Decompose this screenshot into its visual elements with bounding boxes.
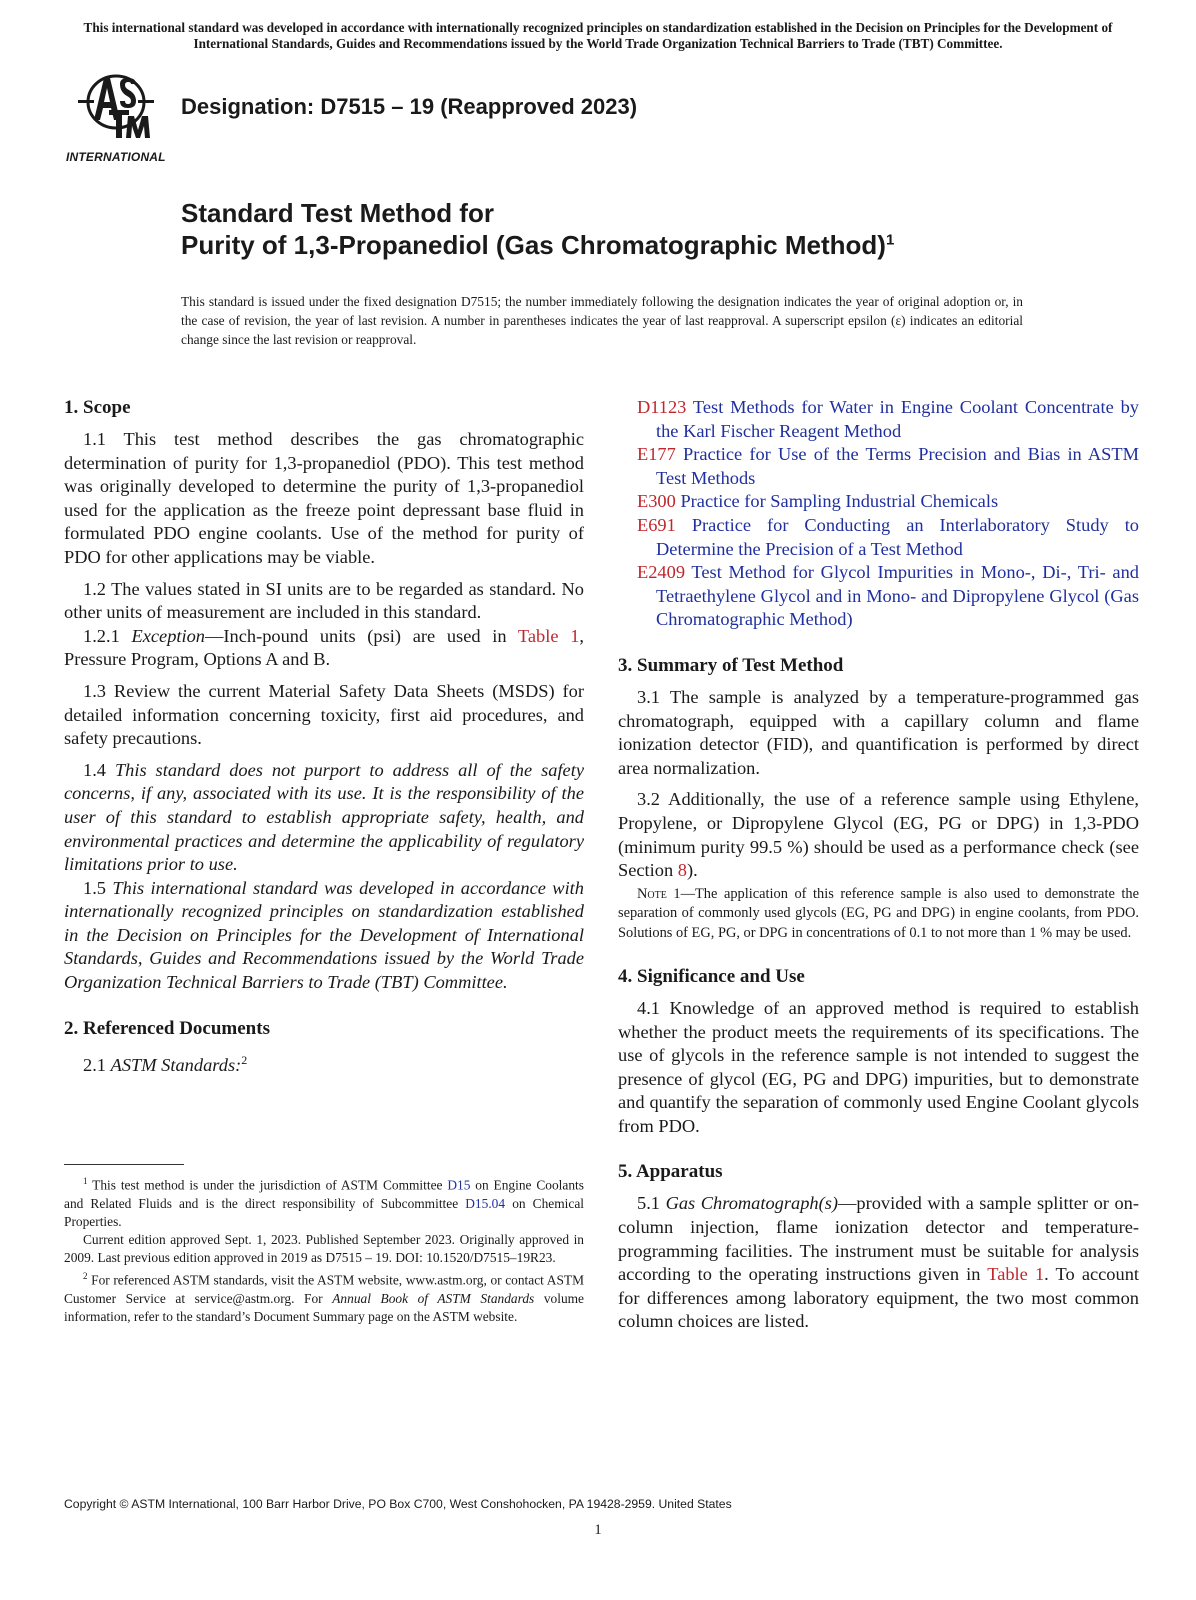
footnote-2: $^2$ For referenced ASTM standards, visit the ASTM website, www.astm.org, or contact ASTM Customer Service at service@astm.org. For Annual Book of ASTM Standards volume information, refer to the standard’s Document Summary page on the ASTM website.	[64, 1271, 584, 1325]
astm-logo	[64, 70, 168, 166]
section-5-heading: 5. Apparatus	[618, 1161, 723, 1183]
ref-item	[637, 561, 1139, 632]
designation: Designation: D7515 – 19 (Reapproved 2023)	[181, 94, 638, 119]
footnote-1: $^1$ This test method is under the jurisdiction of ASTM Committee D15 on Engine Coolants and Related Fluids and is the direct responsibility of Subcommittee D15.04 on Chemical Properties.	[64, 1176, 584, 1229]
section-1-heading: 1. Scope	[64, 397, 131, 418]
para-3-1: 3.1 The sample is analyzed by a temperature-programmed gas chromatograph, equipped with a capillary column and flame ionization detector (FID), and quantification is performed by direct area normalization.	[618, 686, 1139, 778]
ref-code-link[interactable]: E300	[637, 491, 676, 512]
ref-code-link[interactable]: E691	[637, 514, 676, 535]
title-line-1: Standard Test Method for	[181, 198, 494, 228]
title-footnote-marker: 1	[885, 231, 895, 249]
referenced-standards-list	[618, 396, 1139, 632]
ref-title-link[interactable]: Practice for Sampling Industrial Chemicals	[680, 491, 999, 512]
note-1: Note 1—The application of this reference sample is also used to demonstrate the separation of commonly used glycols (EG, PG and DPG) in engine coolants, from PDO. Solutions of EG, PG, or DPG in concentrations of 0.1 to not more than 1 % may be used.	[618, 885, 1139, 941]
ref-title-link[interactable]: Practice for Use of the Terms Precision and Bias in ASTM Test Methods	[656, 444, 1139, 488]
left-column	[64, 396, 584, 1077]
table-1-link[interactable]: Table 1	[517, 625, 580, 646]
section-4-heading: 4. Significance and Use	[618, 965, 805, 987]
ref-item	[637, 443, 1139, 490]
title-line-2: Purity of 1,3-Propanediol (Gas Chromatographic Method)$^1$	[181, 230, 895, 260]
page-number: 1	[594, 1522, 602, 1538]
para-1-5: 1.5 This international standard was developed in accordance with internationally recognized principles on standardization established in the Decision on Principles for the Development of International Standards, Guides and Recommendations issued by the World Trade Organization Technical Barriers to Trade (TBT) Committee.	[64, 877, 584, 993]
section-8-link[interactable]: 8	[677, 860, 687, 881]
ref-title-link[interactable]: Practice for Conducting an Interlaboratory Study to Determine the Precision of a Test Method	[656, 514, 1139, 559]
ref-code-link[interactable]: D1123	[637, 397, 687, 417]
ref-item	[637, 396, 1139, 443]
ref-code-link[interactable]: E177	[637, 444, 676, 465]
para-1-1: 1.1 This test method describes the gas chromatographic determination of purity for 1,3-propanediol (PDO). This test method was originally developed to determine the purity of 1,3-propanediol used for the application as the freeze point depressant base fluid in formulated PDO engine coolants. Use of the method for purity of PDO for other applications may be viable.	[64, 429, 584, 567]
ref-item	[637, 490, 1139, 514]
para-2-1: 2.1 ASTM Standards:$^2$	[83, 1052, 248, 1075]
footnotes	[64, 1172, 584, 1327]
right-column	[618, 396, 1139, 1334]
issued-under-statement: This standard is issued under the fixed designation D7515; the number immediately following the designation indicates the year of original adoption or, in the case of revision, the year of last revision. A number in parentheses indicates the year of last reapproval. A superscript epsilon (ε) indicates an editorial change since the last revision or reapproval.	[181, 294, 1023, 347]
para-4-1: 4.1 Knowledge of an approved method is required to establish whether the product meets the requirements of its specifications. The use of glycols in the reference sample is not intended to suggest the presence of glycol (EG, PG and DPG) impurities, but to demonstrate and quantify the separation of commonly used Engine Coolant glycols from PDO.	[618, 997, 1139, 1136]
para-3-2: 3.2 Additionally, the use of a reference sample using Ethylene, Propylene, or Dipropylene Glycol (EG, PG or DPG) in 1,3-PDO (minimum purity 99.5 %) should be used as a performance check (see Section 8).	[618, 789, 1139, 881]
ref-code-link[interactable]: E2409	[637, 562, 686, 583]
table-1-link[interactable]: Table 1	[987, 1264, 1045, 1285]
footnote-rule	[64, 1164, 184, 1165]
section-3-heading: 3. Summary of Test Method	[618, 654, 844, 676]
footnote-edition: Current edition approved Sept. 1, 2023. Published September 2023. Originally approved in 2009. Last previous edition approved in 2019 as D7515 – 19. DOI: 10.1520/D7515–19R23.	[64, 1232, 584, 1266]
para-1-2-1: 1.2.1 Exception—Inch-pound units (psi) are used in Table 1, Pressure Program, Options A and B.	[64, 625, 584, 670]
ref-title-link[interactable]: Test Method for Glycol Impurities in Mono-, Di-, Tri- and Tetraethylene Glycol and in Mono- and Dipropylene Glycol (Gas Chromatographic Method)	[656, 562, 1139, 630]
section-2-heading: 2. Referenced Documents	[64, 1017, 270, 1039]
ref-item	[637, 514, 1139, 561]
wto-notice: This international standard was developed in accordance with internationally recognized principles on standardization established in the Decision on Principles for the Development of International Standards, Guides and Recommendations issued by the World Trade Organization Technical Barriers to Trade (TBT) Committee.	[83, 20, 1113, 51]
d15-04-link[interactable]: D15.04	[465, 1195, 506, 1211]
copyright-line: Copyright © ASTM International, 100 Barr Harbor Drive, PO Box C700, West Conshohocken, PA 19428-2959. United States	[64, 1497, 732, 1511]
ref-title-link[interactable]: Test Methods for Water in Engine Coolant Concentrate by the Karl Fischer Reagent Method	[656, 397, 1139, 441]
para-5-1: 5.1 Gas Chromatograph(s)—provided with a sample splitter or on-column injection, flame ionization detector and temperature-programming facilities. The instrument must be suitable for analysis according to the operating instructions given in Table 1. To account for differences among laboratory equipment, the two most common column choices are listed.	[618, 1193, 1139, 1332]
para-1-2: 1.2 The values stated in SI units are to be regarded as standard. No other units of measurement are included in this standard.	[64, 578, 584, 623]
para-1-3: 1.3 Review the current Material Safety Data Sheets (MSDS) for detailed information concerning toxicity, first aid procedures, and safety precautions.	[64, 680, 584, 749]
para-1-4: 1.4 This standard does not purport to address all of the safety concerns, if any, associated with its use. It is the responsibility of the user of this standard to establish appropriate safety, health, and environmental practices and determine the applicability of regulatory limitations prior to use.	[64, 759, 584, 875]
logo-text: INTERNATIONAL	[66, 150, 166, 164]
document-title	[181, 197, 894, 261]
d15-link[interactable]: D15	[447, 1177, 471, 1193]
